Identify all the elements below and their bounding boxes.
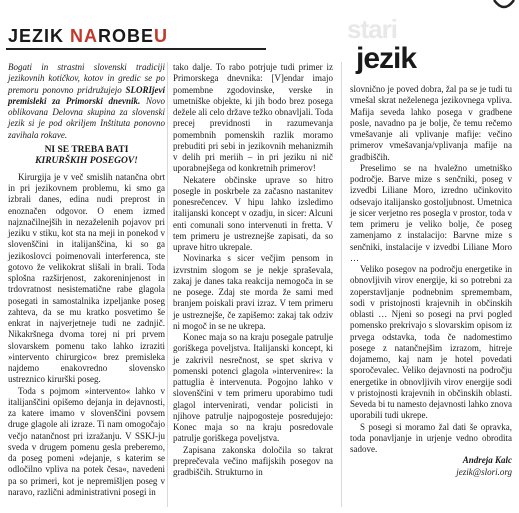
subheading-line-1: NI SE TREBA BATI — [44, 144, 129, 155]
column-title — [8, 26, 168, 47]
body-paragraph: Kirurgija je v več smislih natančna obrt in pri jezikovnem problemu, ki smo ga izbrali danes, edina nudi preprost in enoznačen odgovor. O enem izmed najznačilnejših in nezaželenih pojavov pri jeziku v stiku, kot sta na meji in ponekod v slovenščini in italijanščina, ki so ga jezikoslovci poimenovali interferenca, ste gotovo že velikokrat slišali in brali. Toda splošna razširjenost, zakoreninjenost in trdovratnost nesistematične rabe glagola posegati in samostalnika izpeljanke poseg zahteva, da se mu kratko posvetimo še enkrat in najverjetneje tudi ne zadnjič. Nikakršnega dvoma torej ni pri prvem slovarskem pomenu tako lahko izraziti »intervento chirurgico« brez premisleka najdemo enakovredno slovensko ustreznico kirurški poseg. — [8, 171, 165, 385]
body-paragraph: Zapisana zakonska določila so takrat preprečevala večino mafijskih posegov na gradbiščih. Strukturno in — [173, 444, 333, 477]
title-part-4: U — [154, 26, 169, 46]
column-divider — [167, 62, 168, 507]
title-rule — [6, 48, 266, 50]
logo-jezik-text: jezik — [356, 42, 417, 75]
body-paragraph: Toda s pojmom »intervento« lahko v italijanščini opišemo dejanja in dejavnosti, za katere imamo v slovenščini povsem druge glagole ali izraze. Ti nam omogočajo večjo natančnost pri izražanju. V SSKJ-ju sveda v drugem pomenu gesla preberemo, da poseg pomeni »dejanje, s katerim se odločilno vpliva na potek česa«, navedeni pa so primeri, kot je nepremišljen poseg v naravo, različni administrativni posegi in — [8, 385, 165, 497]
body-paragraph: S posegi si moramo žal dati še opravka, toda ponavljanje in urjenje vedno obrodita sadove. — [350, 421, 512, 454]
author-name: Andreja Kalc — [462, 455, 512, 466]
body-paragraph: tako dalje. To rabo potrjuje tudi primer iz Primorskega dnevnika: [V]endar imajo pomembne zgodovinske, verske in umetniške objekte, ki jih bodo brez posega deželе ali celo države težko obnavljali. Toda precej previdnosti in razumevanja pomembnih pomenskih razlik moramo prebuditi pri sebi in jezikovnih mehanizmih v delih pri meriih – in pri jeziku ni nič uporabnejšega od konkretnih primerov! — [173, 62, 333, 174]
column-divider — [341, 62, 342, 507]
subheading — [8, 145, 165, 168]
title-part-1: JEZIK — [8, 26, 71, 46]
title-part-3: ROBE — [98, 26, 155, 46]
body-paragraph: slovnično je poved dobra, žal pa se je tudi tu vmešal skrat neželenega jezikovnega vpliva. Mafija seveda lahko posega v gradbene posle, navadno pa je bolje, če temu rečemo vmešavanje ali vplivanje mafije: večino primerov vmešavanja/vplivanja mafije na gradbiščih. — [350, 84, 512, 162]
body-paragraph: Veliko posegov na področju energetike in obnovljivih virov energije, ki so potrebni za zoperstavljanje podnebnim spremembam, sodi v pristojnosti krajevnih in občinskih oblasti … Njeni so posegi na prvi pogled pomensko prekrivajo s slovarskim opisom iz prvega odstavka, toda če nadomestimo posege z natančnejšim izrazom, hitreje dojamemo, kaj nam je hotel povedati sporočevalec. Veliko dejavnosti na področju energetike in obnovljivih virov energije sodi v pristojnosti krajevnih in občinskih oblasti. Seveda bi tu namesto dejavnosti lahko znova uporabili tudi ukrepe. — [350, 264, 512, 421]
logo-stari-text: stari — [347, 14, 397, 44]
article-column-2 — [173, 62, 333, 478]
article-column-1 — [8, 62, 165, 498]
body-paragraph: Nekatere občinske uprave so hitro posegle in poskrbele za začasno nastanitev ponesrečencev. V hipu lahko izsledimo italijanski koncept v ozadju, in sicer: Alcuni enti comunali sono intervenuti in fretta. V tem primeru je ustreznejše zapisati, da so uprave hitro ukrepale. — [173, 174, 333, 252]
article-column-3 — [350, 84, 512, 478]
intro-paragraph — [8, 62, 165, 141]
body-paragraph: Preselimo se na hvaležno umetniško področje. Barve mize s senčniki, poseg v izvedbi Liliane Moro, izredno učinkovito odsevajo italijansko gostoljubnost. Umetnica je sicer verjetno res posegla v prostor, toda v tem primeru je veliko bolje, če poseg zamenjamo z instalacijo: Barvne mize s senčniki, instalacije v izvedbi Liliane Moro … — [350, 162, 512, 263]
intro-text-b: SLORIjevi premisleki za Primorski dnevnik. — [8, 84, 165, 106]
intro-text-c: Novo oblikovana Delovna skupina za slovenski jezik si je pod okriljem Inštituta ponovno zavihala rokave. — [8, 95, 165, 140]
subheading-line-2: KIRURŠKIH POSEGOV! — [35, 156, 138, 167]
title-part-2: NA — [70, 26, 99, 46]
corner-swoosh-icon — [492, 0, 516, 14]
author-email-link[interactable]: jezik@slori.org — [456, 466, 512, 477]
body-paragraph: Konec maja so na kraju posegale patrulje goriškega poveljstva. Italijanski koncept, ki je zakrivil nesrečnost, se spet skriva v pomenski potenci glagola »intervenire«: la pattuglia è intervenuta. Pogojno lahko v slovenščini v tem primeru uporabimo tudi glagol intervenirati, vendar policisti in njihove patrulje najpogosteje posredujejo: Konec maja so na kraju posredovale patrulje goriškega poveljstva. — [173, 332, 333, 444]
intro-text-a: Bogati in strastni slovenski tradiciji jezikovnih kotičkov, kotov in gredic se po premoru ponovno pridružujejo — [8, 62, 165, 95]
body-paragraph: Novinarka s sicer večjim pensom in izvrstnim slogom se je nekje spraševala, zakaj je danes taka reakcija nemogoča in se ne posege. Zdaj ste morda že sami med branjem poiskali pravi izraz. V tem primeru je ustreznejše, če zapišemo: zakaj tak odziv ni mogoč in se ne ukrepa. — [173, 253, 333, 331]
